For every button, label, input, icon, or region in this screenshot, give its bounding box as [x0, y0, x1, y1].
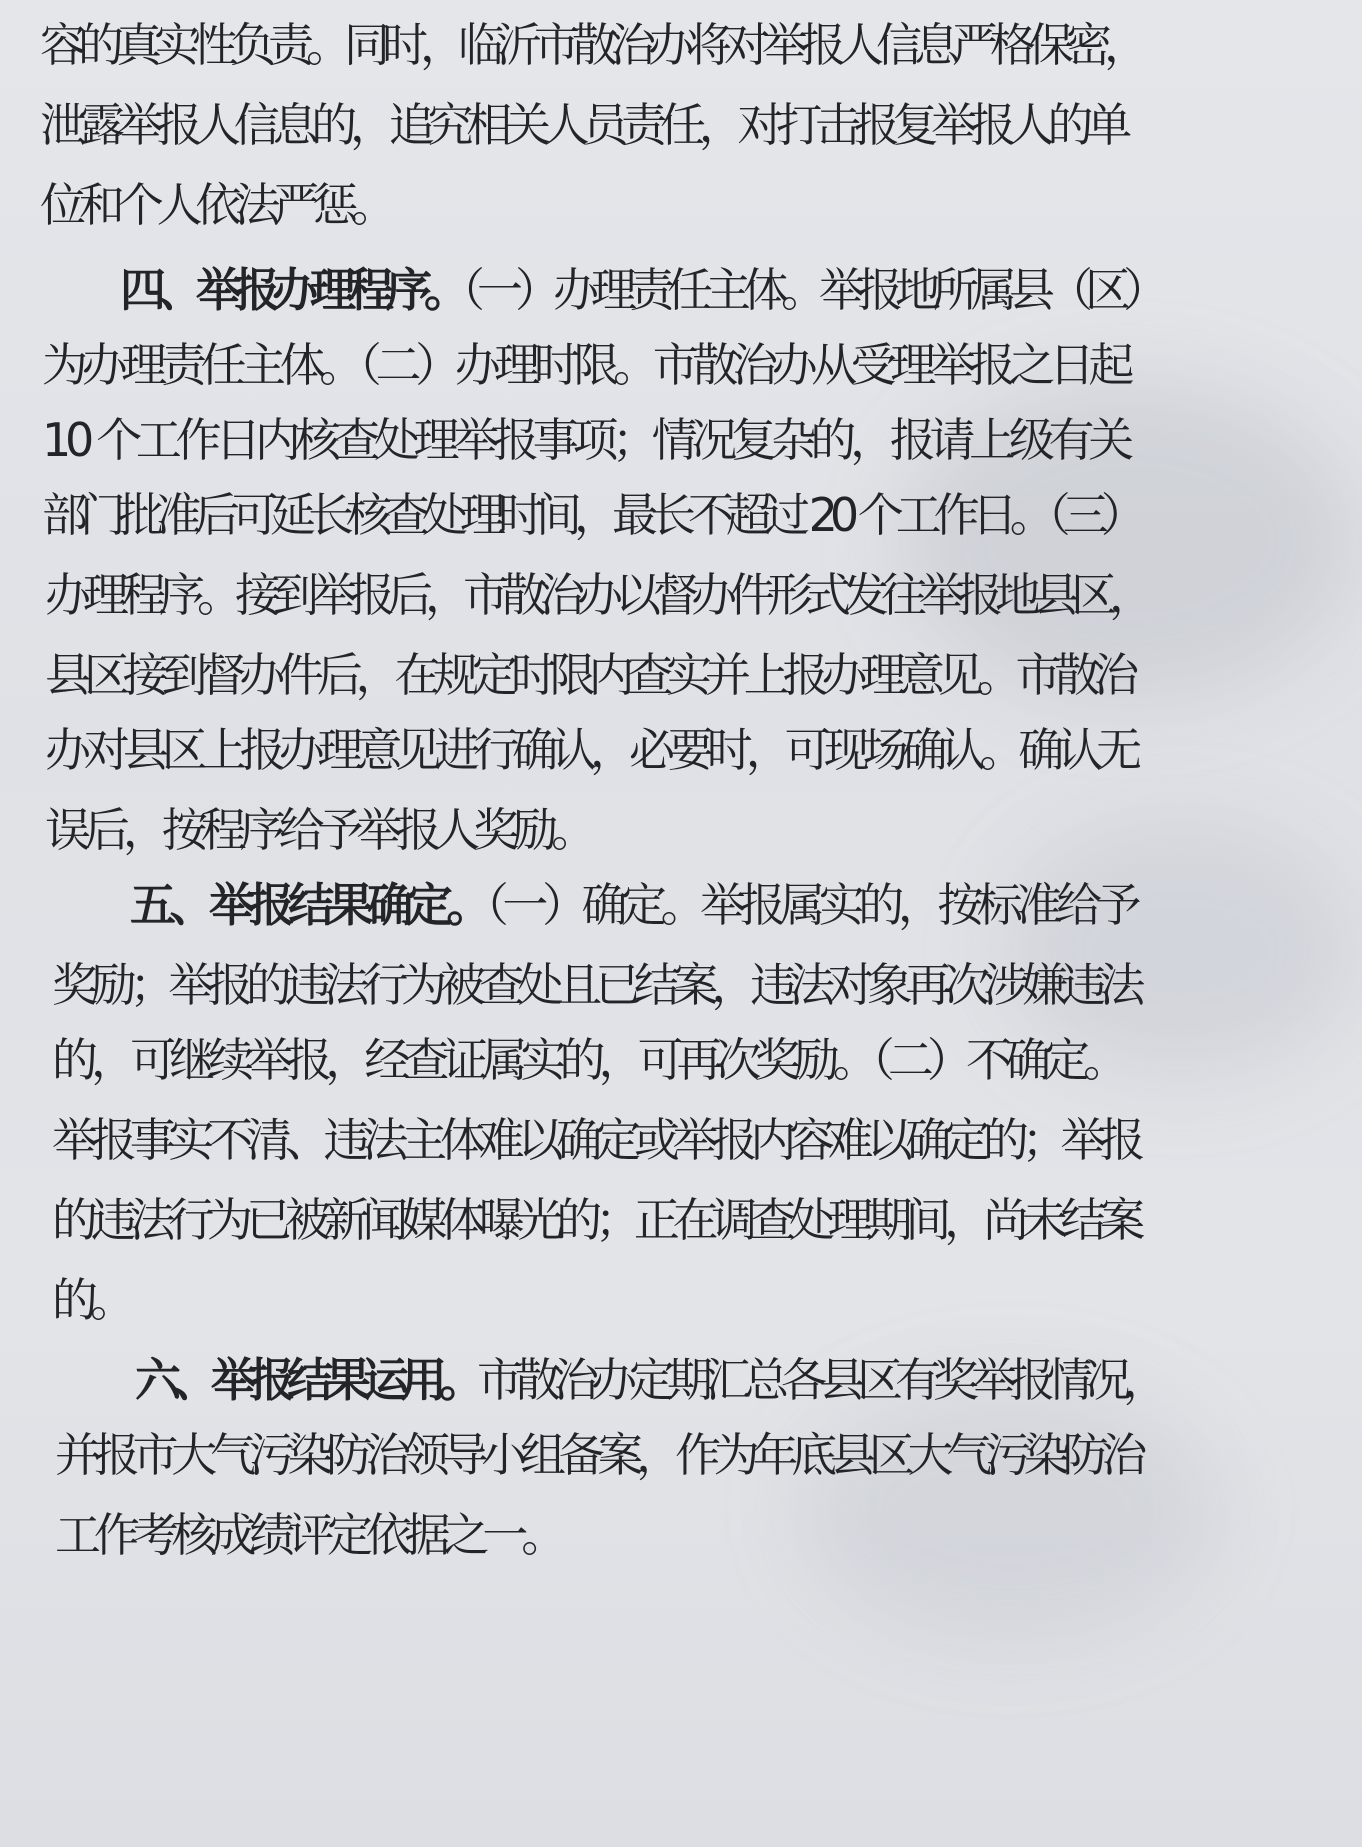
section-heading: 五、举报结果确定。: [130, 878, 486, 932]
text-line: [52, 1175, 1138, 1265]
text-segment: 位和个人依法严惩。: [40, 178, 391, 232]
text-segment: 容的真实性负责。同时，临沂市散治办将对举报人信息严格保密，: [40, 18, 1142, 72]
text-segment: 部门批准后可延长核查处理时间，最长不超过 20 个工作日。（三）: [42, 488, 1139, 542]
text-segment: （一）确定。举报属实的，按标准给予: [485, 878, 1136, 932]
text-line: [40, 0, 1142, 90]
text-line: [55, 1410, 1140, 1500]
text-segment: 并报市大气污染防治领导小组备案，作为年底县区大气污染防治: [55, 1428, 1140, 1482]
text-segment: 办理程序。接到举报后，市散治办以督办件形式发往举报地县区，: [45, 568, 1147, 622]
text-line: [55, 1490, 560, 1580]
text-line: [130, 860, 1135, 950]
text-segment: 县区接到督办件后，在规定时限内查实并上报办理意见。市散治: [45, 648, 1132, 702]
text-segment: 奖励；举报的违法行为被查处且已结案，违法对象再次涉嫌违法: [52, 958, 1139, 1012]
text-segment: （一）办理责任主体。举报地所属县（区）: [462, 263, 1161, 317]
text-segment: 10 个工作日内核查处理举报事项；情况复杂的，报请上级有关: [42, 413, 1128, 467]
section-heading: 四、举报办理程序。: [120, 263, 462, 317]
text-line: [52, 1095, 1138, 1185]
text-segment: 举报事实不清、违法主体难以确定或举报内容难以确定的；举报: [52, 1113, 1139, 1167]
text-segment: 市散治办定期汇总各县区有奖举报情况，: [477, 1353, 1161, 1407]
text-segment: 泄露举报人信息的，追究相关人员责任，对打击报复举报人的单: [40, 98, 1125, 152]
text-segment: 办对县区上报办理意见进行确认，必要时，可现场确认。确认无: [45, 723, 1136, 777]
text-line: [40, 80, 1125, 170]
text-segment: 为办理责任主体。（二）办理时限。市散治办从受理举报之日起: [42, 338, 1129, 392]
text-line: [45, 550, 1147, 640]
text-segment: 的。: [52, 1273, 128, 1327]
text-segment: 的违法行为已被新闻媒体曝光的；正在调查处理期间，尚未结案: [52, 1193, 1139, 1247]
text-line: [52, 1255, 128, 1345]
section-heading: 六、举报结果运用。: [135, 1353, 477, 1407]
text-line: [42, 470, 1139, 560]
text-segment: 工作考核成绩评定依据之一。: [55, 1508, 561, 1562]
text-line: [40, 160, 390, 250]
text-line: [52, 1015, 1122, 1105]
text-line: [45, 705, 1135, 795]
text-segment: 误后，按程序给予举报人奖励。: [45, 803, 591, 857]
text-segment: 的，可继续举报，经查证属实的，可再次奖励。（二）不确定。: [52, 1033, 1123, 1087]
